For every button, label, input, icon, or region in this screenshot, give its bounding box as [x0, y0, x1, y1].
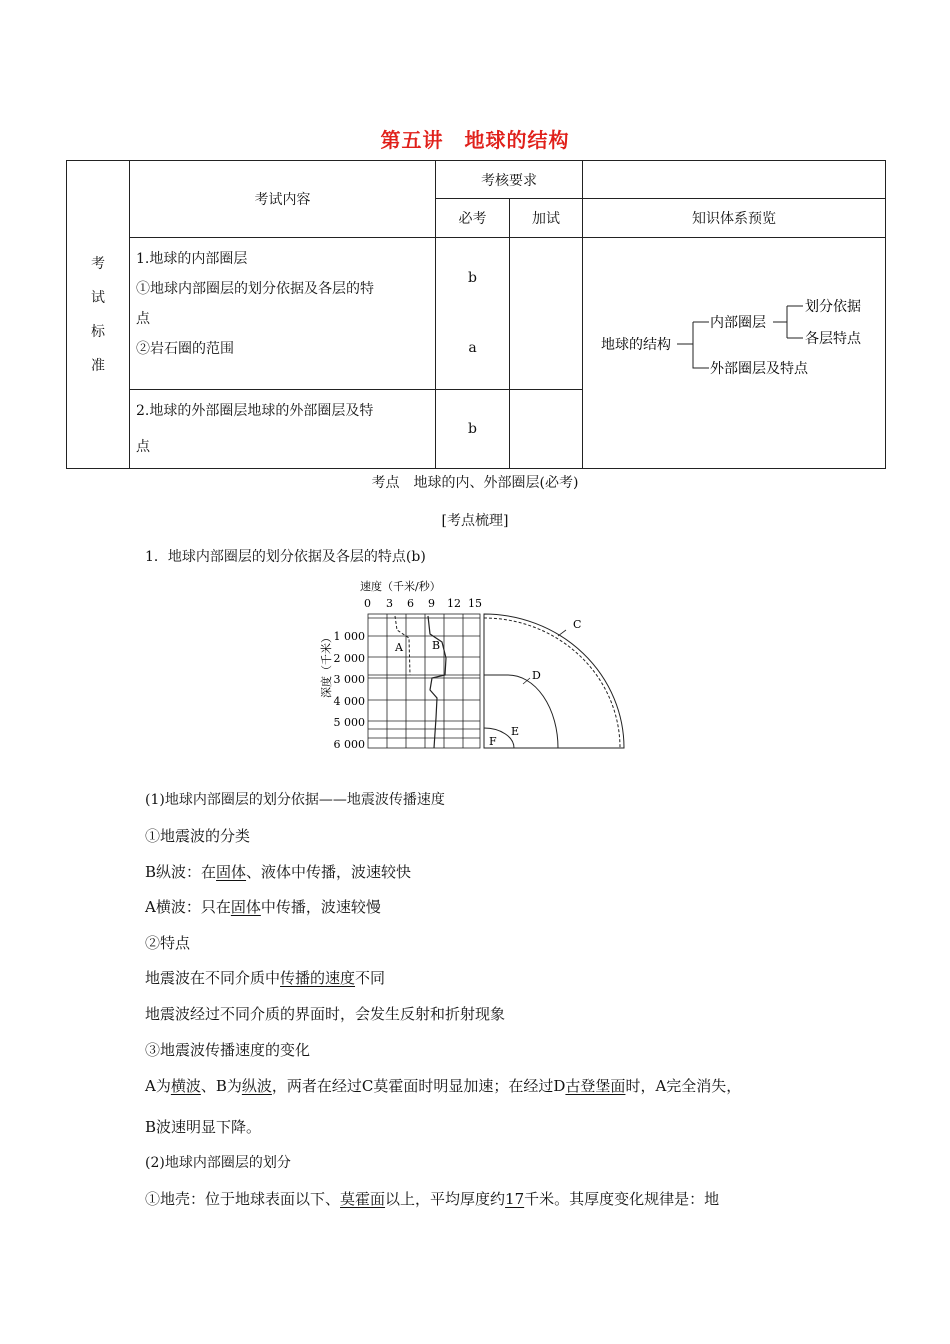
- para-12: ①地壳：位于地球表面以下、莫霍面以上，平均厚度约17千米。其厚度变化规律是：地: [145, 1190, 720, 1208]
- x-axis-ticks: [364, 597, 482, 610]
- y-tick-4000: 4 000: [333, 695, 365, 708]
- para-4: A横波：只在固体中传播，波速较慢: [145, 898, 381, 916]
- row2-content: 2.地球的外部圈层地球的外部圈层及特 点: [130, 389, 436, 468]
- x-tick-12: 12: [447, 597, 461, 610]
- label-a: A: [395, 641, 403, 654]
- section-title: 考点 地球的内、外部圈层(必考): [371, 475, 579, 491]
- tree-leaf-features: 各层特点: [805, 331, 861, 347]
- x-tick-6: 6: [407, 597, 414, 610]
- para-10: B波速明显下降。: [145, 1118, 262, 1136]
- para-7: 地震波经过不同介质的界面时，会发生反射和折射现象: [145, 1005, 506, 1023]
- tree-leaf-basis: 划分依据: [805, 299, 861, 315]
- x-tick-9: 9: [428, 597, 435, 610]
- section-subtitle: [考点梳理]: [441, 513, 509, 529]
- label-b: B: [432, 639, 441, 652]
- page-title: 第五讲 地球的结构: [380, 128, 570, 152]
- para-8: ③地震波传播速度的变化: [145, 1041, 311, 1059]
- label-f: F: [489, 735, 497, 748]
- row1-content: 1.地球的内部圈层 ①地球内部圈层的划分依据及各层的特 点 ②岩石圈的范围: [130, 238, 436, 390]
- para-6: 地震波在不同介质中传播的速度不同: [145, 969, 386, 987]
- header-requirement: 考核要求: [436, 161, 583, 199]
- header-required: 必考: [436, 199, 510, 238]
- label-c: C: [573, 618, 582, 631]
- tree-branch-outer: 外部圈层及特点: [710, 361, 808, 377]
- header-extra: 加试: [510, 199, 583, 238]
- header-content: 考试内容: [130, 161, 436, 238]
- x-axis-title: 速度（千米/秒）: [360, 580, 441, 593]
- para-1: (1)地球内部圈层的划分依据——地震波传播速度: [145, 792, 445, 808]
- row2-grade: b: [436, 389, 510, 468]
- point-1-heading: 1．地球内部圈层的划分依据及各层的特点(b): [145, 549, 426, 565]
- x-tick-3: 3: [386, 597, 393, 610]
- row1-grades: b a: [436, 238, 510, 390]
- earth-section: [484, 614, 624, 748]
- label-d: D: [532, 669, 541, 682]
- para-5: ②特点: [145, 934, 191, 952]
- y-axis-ticks: [334, 630, 366, 751]
- seismic-wave-figure: [318, 578, 638, 756]
- figure-grid: [368, 614, 480, 748]
- knowledge-tree: [583, 238, 886, 469]
- exam-standard-table: [66, 160, 886, 469]
- header-preview: 知识体系预览: [583, 199, 886, 238]
- side-label: 考 试 标 准: [67, 161, 130, 469]
- para-11: (2)地球内部圈层的划分: [145, 1155, 291, 1171]
- y-tick-1000: 1 000: [333, 630, 365, 643]
- label-e: E: [511, 725, 520, 738]
- y-tick-3000: 3 000: [333, 673, 365, 686]
- x-tick-0: 0: [364, 597, 371, 610]
- tree-root: 地球的结构: [601, 337, 671, 353]
- para-9: A为横波、B为纵波，两者在经过C莫霍面时明显加速；在经过D古登堡面时，A完全消失，: [145, 1077, 742, 1095]
- y-tick-5000: 5 000: [333, 716, 365, 729]
- y-axis-title: 深度（千米）: [320, 632, 333, 698]
- tree-branch-inner: 内部圈层: [710, 315, 766, 331]
- para-3: B纵波：在固体、液体中传播，波速较快: [145, 863, 412, 881]
- x-tick-15: 15: [468, 597, 482, 610]
- para-2: ①地震波的分类: [145, 827, 251, 845]
- y-tick-2000: 2 000: [333, 652, 365, 665]
- y-tick-6000: 6 000: [333, 738, 365, 751]
